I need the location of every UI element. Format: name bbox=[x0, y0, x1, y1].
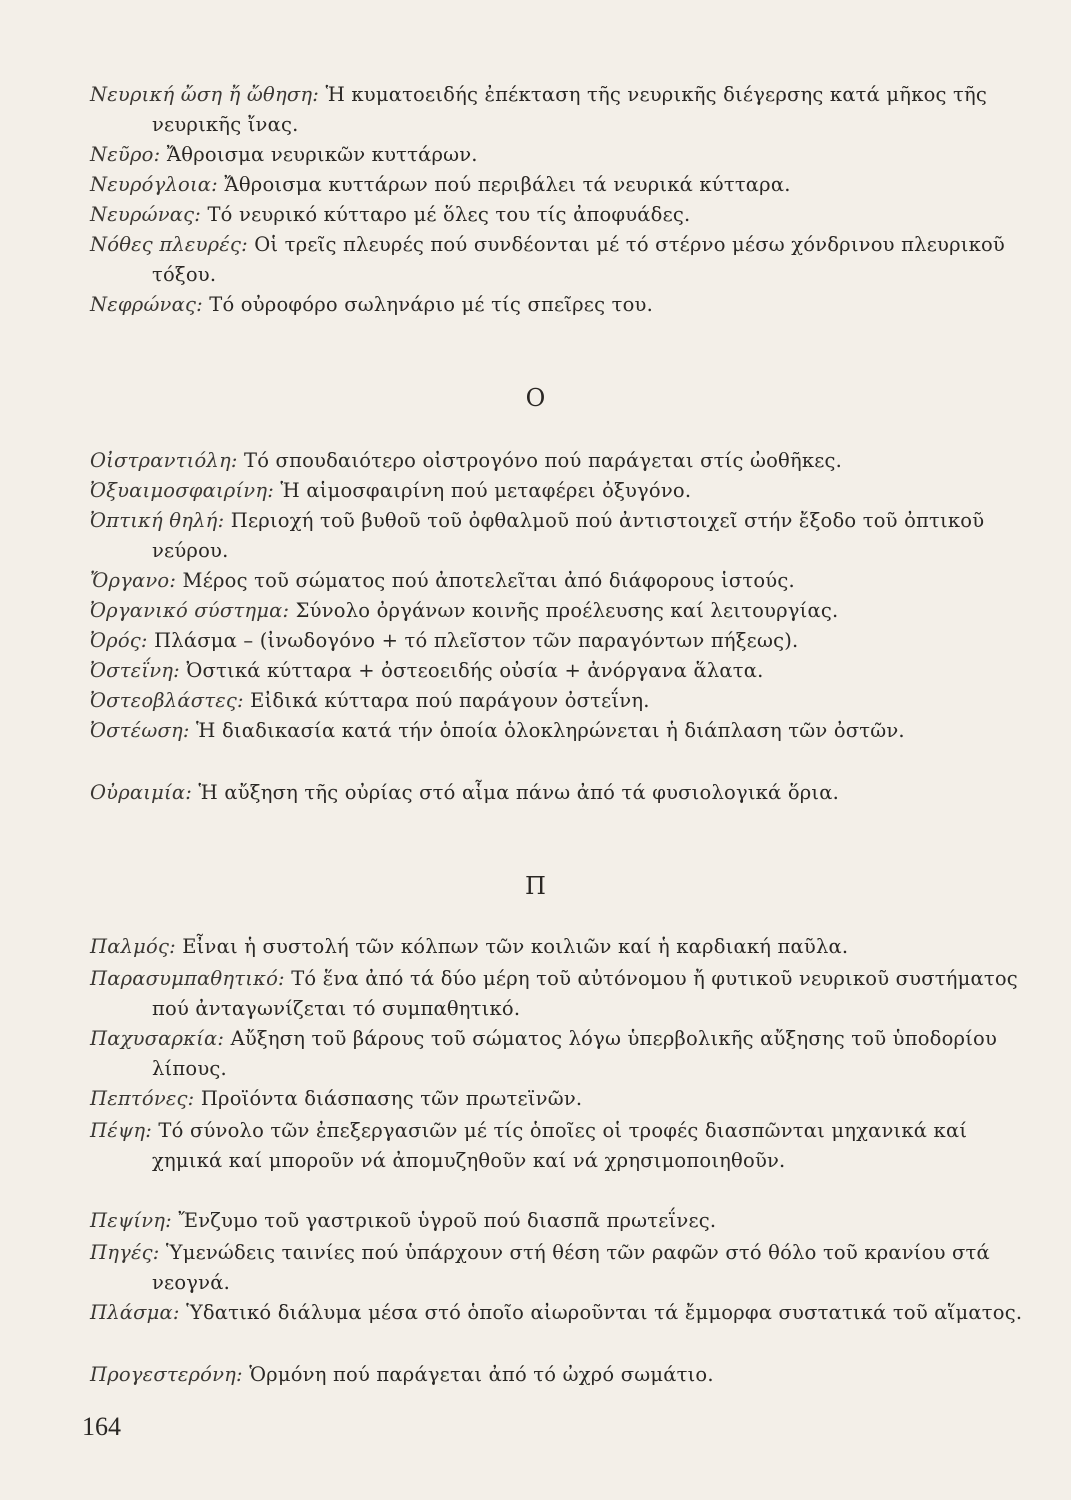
glossary-entry bbox=[90, 1024, 1032, 1084]
entry-definition: Σύνολο ὀργάνων κοινῆς προέλευσης καί λειτουργίας. bbox=[295, 599, 839, 622]
entry-definition: Ἡ κυματοειδής ἐπέκταση τῆς νευρικῆς διέγερσης κατά μῆκος τῆς νευρικῆς ἴνας. bbox=[152, 83, 988, 136]
page-number: 164 bbox=[82, 1412, 121, 1441]
entry-term: Νευρική ὤση ἤ ὤθηση: bbox=[90, 83, 320, 106]
glossary-entry bbox=[90, 290, 1032, 320]
glossary-entry bbox=[90, 656, 1032, 686]
entry-definition: Εἰδικά κύτταρα πού παράγουν ὀστεΐνη. bbox=[250, 689, 650, 712]
entry-term: Νεῦρο: bbox=[90, 143, 161, 166]
entry-term: Παρασυμπαθητικό: bbox=[90, 967, 285, 990]
entry-term: Ὀστέωση: bbox=[90, 719, 190, 742]
entry-term: Ὀρός: bbox=[90, 629, 148, 652]
entry-term: Προγεστερόνη: bbox=[90, 1363, 243, 1386]
entry-definition: Οἱ τρεῖς πλευρές πού συνδέονται μέ τό στέρνο μέσω χόνδρινου πλευρικοῦ τόξου. bbox=[152, 233, 1005, 286]
entry-definition: Τό σπουδαιότερο οἰστρογόνο πού παράγεται στίς ὠοθῆκες. bbox=[244, 449, 843, 472]
entry-term: Πεπτόνες: bbox=[90, 1087, 195, 1110]
entry-definition: Ἡ αἱμοσφαιρίνη πού μεταφέρει ὀξυγόνο. bbox=[280, 479, 692, 502]
glossary-entry bbox=[90, 200, 1032, 230]
glossary-entry bbox=[90, 170, 1032, 200]
entry-definition: Μέρος τοῦ σώματος πού ἀποτελεῖται ἀπό διάφορους ἱστούς. bbox=[182, 569, 795, 592]
glossary-entry bbox=[90, 686, 1032, 716]
entry-term: Ὀστεΐνη: bbox=[90, 659, 180, 682]
entry-definition: Ὀστικά κύτταρα + ὀστεοειδής οὐσία + ἀνόργανα ἅλατα. bbox=[186, 659, 764, 682]
entry-term: Νευρόγλοια: bbox=[90, 173, 218, 196]
glossary-entry bbox=[90, 446, 1032, 476]
entry-term: Παλμός: bbox=[90, 935, 176, 958]
glossary-entry bbox=[90, 80, 1032, 140]
entry-definition: Ὑδατικό διάλυμα μέσα στό ὁποῖο αἰωροῦνται τά ἔμμορφα συστατικά τοῦ αἵματος. bbox=[186, 1301, 1023, 1324]
glossary-entry bbox=[90, 596, 1032, 626]
entry-term: Ὀστεοβλάστες: bbox=[90, 689, 244, 712]
glossary-entry bbox=[90, 506, 1032, 566]
glossary-entry bbox=[90, 476, 1032, 506]
entry-term: Πλάσμα: bbox=[90, 1301, 180, 1324]
entry-definition: Τό σύνολο τῶν ἐπεξεργασιῶν μέ τίς ὁποῖες οἱ τροφές διασπῶνται μηχανικά καί χημικά καί μποροῦν νά ἀπομυζηθοῦν καί νά χρησιμοποιηθοῦν. bbox=[152, 1119, 968, 1172]
glossary-entry bbox=[90, 1238, 1032, 1298]
glossary-entry bbox=[90, 626, 1032, 656]
glossary-entry bbox=[90, 1116, 1032, 1176]
entry-term: Ὀξυαιμοσφαιρίνη: bbox=[90, 479, 275, 502]
glossary-entry bbox=[90, 140, 1032, 170]
entry-definition: Ἡ αὔξηση τῆς οὐρίας στό αἷμα πάνω ἀπό τά φυσιολογικά ὅρια. bbox=[198, 781, 840, 804]
entry-definition: Ὁρμόνη πού παράγεται ἀπό τό ὠχρό σωμάτιο. bbox=[249, 1363, 714, 1386]
entry-definition: Ὑμενώδεις ταινίες πού ὑπάρχουν στή θέση τῶν ραφῶν στό θόλο τοῦ κρανίου στά νεογνά. bbox=[152, 1241, 990, 1294]
entry-term: Νεφρώνας: bbox=[90, 293, 203, 316]
entry-definition: Ἄθροισμα νευρικῶν κυττάρων. bbox=[166, 143, 478, 166]
entry-term: Οὐραιμία: bbox=[90, 781, 192, 804]
entry-definition: Τό οὐροφόρο σωληνάριο μέ τίς σπεῖρες του. bbox=[209, 293, 653, 316]
entry-term: Ὀργανικό σύστημα: bbox=[90, 599, 290, 622]
entry-term: Πηγές: bbox=[90, 1241, 160, 1264]
section-letter: Π bbox=[525, 872, 546, 900]
entry-term: Νευρώνας: bbox=[90, 203, 202, 226]
entry-definition: Πλάσμα – (ἰνωδογόνο + τό πλεῖστον τῶν παραγόντων πήξεως). bbox=[154, 629, 799, 652]
entry-definition: Προϊόντα διάσπασης τῶν πρωτεϊνῶν. bbox=[200, 1087, 583, 1110]
entry-definition: Αὔξηση τοῦ βάρους τοῦ σώματος λόγω ὑπερβολικῆς αὔξησης τοῦ ὑποδορίου λίπους. bbox=[152, 1027, 998, 1080]
glossary-entry bbox=[90, 566, 1032, 596]
entry-term: Οἰστραντιόλη: bbox=[90, 449, 238, 472]
glossary-entry bbox=[90, 716, 1032, 746]
entry-term: Ὄργανο: bbox=[90, 569, 177, 592]
glossary-entry bbox=[90, 932, 1032, 962]
glossary-entry bbox=[90, 1084, 1032, 1114]
glossary-entry bbox=[90, 230, 1032, 290]
entry-term: Πεψίνη: bbox=[90, 1209, 172, 1232]
section-letter: Ο bbox=[525, 384, 546, 412]
glossary-entry bbox=[90, 1360, 1032, 1390]
entry-term: Ὀπτική θηλή: bbox=[90, 509, 225, 532]
entry-definition: Ἄθροισμα κυττάρων πού περιβάλει τά νευρικά κύτταρα. bbox=[224, 173, 791, 196]
glossary-entry bbox=[90, 1206, 1032, 1236]
glossary-entry bbox=[90, 778, 1032, 808]
entry-definition: Ἔνζυμο τοῦ γαστρικοῦ ὑγροῦ πού διασπᾶ πρωτεΐνες. bbox=[178, 1209, 717, 1232]
entry-definition: Τό ἕνα ἀπό τά δύο μέρη τοῦ αὐτόνομου ἤ φυτικοῦ νευρικοῦ συστήματος πού ἀνταγωνίζεται τό συμπαθητικό. bbox=[152, 967, 1018, 1020]
entry-definition: Περιοχή τοῦ βυθοῦ τοῦ ὀφθαλμοῦ πού ἀντιστοιχεῖ στήν ἔξοδο τοῦ ὀπτικοῦ νεύρου. bbox=[152, 509, 985, 562]
entry-definition: Εἶναι ἡ συστολή τῶν κόλπων τῶν κοιλιῶν καί ἡ καρδιακή παῦλα. bbox=[182, 935, 849, 958]
entry-term: Παχυσαρκία: bbox=[90, 1027, 225, 1050]
entry-definition: Ἡ διαδικασία κατά τήν ὁποία ὁλοκληρώνεται ἡ διάπλαση τῶν ὀστῶν. bbox=[196, 719, 905, 742]
entry-term: Νόθες πλευρές: bbox=[90, 233, 248, 256]
entry-term: Πέψη: bbox=[90, 1119, 153, 1142]
glossary-entry bbox=[90, 964, 1032, 1024]
entry-definition: Τό νευρικό κύτταρο μέ ὅλες του τίς ἀποφυάδες. bbox=[207, 203, 691, 226]
glossary-entry bbox=[90, 1298, 1032, 1328]
